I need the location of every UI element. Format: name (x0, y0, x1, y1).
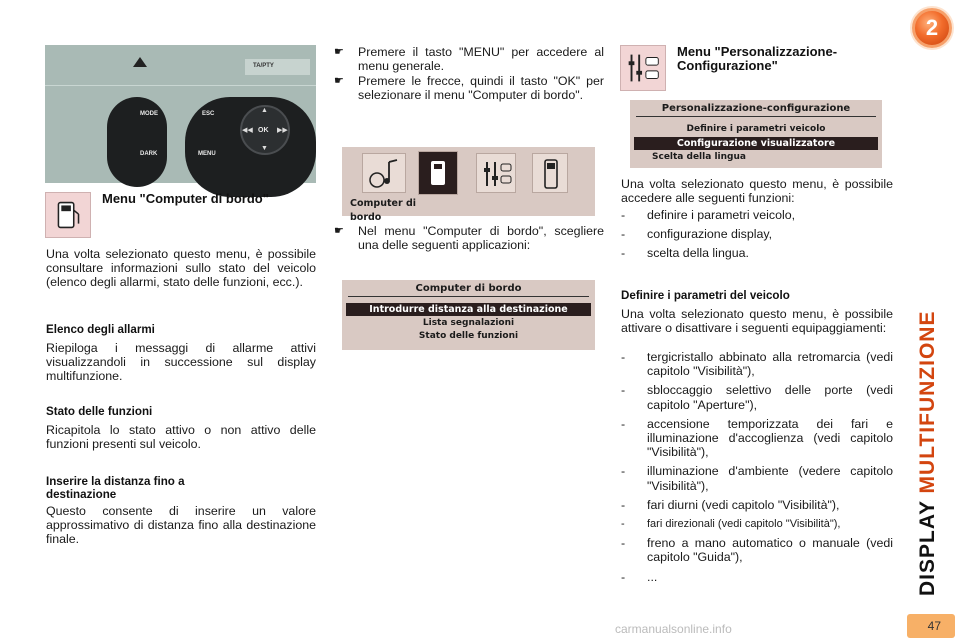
configuration-intro: Una volta selezionato questo menu, è possibile accedere alle seguenti funzioni: (621, 177, 893, 206)
list-item: - fari diurni (vedi capitolo "Visibilità"), (621, 497, 840, 512)
esc-label: ESC (202, 111, 215, 117)
trip-computer-icon (45, 192, 91, 238)
step-select-computer (334, 74, 604, 102)
ok-label: OK (258, 127, 269, 134)
chapter-title (916, 276, 940, 596)
destination-distance-text: Questo consente di inserire un valore approssimativo di distanza fino alla destinazione finale. (46, 504, 316, 547)
screen3-item-parameters: Definire i parametri veicolo (686, 124, 826, 134)
list-item: - accensione temporizzata dei fari e illuminazione d'accoglienza (vedi capitolo "Visibilità"), (621, 416, 893, 460)
telephone-tile (532, 153, 568, 193)
list-item: - tergicristallo abbinato alla retromarcia (vedi capitolo "Visibilità"), (621, 350, 893, 379)
screen3-title: Personalizzazione-configurazione (661, 103, 851, 114)
configuration-screen (630, 100, 882, 168)
configuration-menu-title: Menu "Personalizzazione-Configurazione" (677, 44, 838, 73)
step-choose-application (334, 224, 604, 252)
pointer-arrow-icon: ☛ (334, 46, 344, 58)
screen2-item-status: Stato delle funzioni (418, 331, 519, 341)
configuration-function-list (621, 208, 893, 266)
screen3-selected-item: Configurazione visualizzatore (634, 137, 878, 150)
arrow-down-icon: ▼ (261, 145, 268, 152)
menu-label: MENU (198, 151, 216, 157)
screen2-divider (348, 296, 589, 297)
step-select-computer-text: Premere le frecce, quindi il tasto "OK" per selezionare il menu "Computer di bordo". (358, 74, 604, 103)
arrow-right-icon: ▶▶ (277, 127, 288, 134)
arrow-left-icon: ◀◀ (242, 127, 253, 134)
vehicle-parameters-heading: Definire i parametri del veicolo (621, 289, 790, 302)
page-number: 47 (907, 614, 955, 638)
vehicle-parameters-intro: Una volta selezionato questo menu, è possibile attivare o disattivare i seguenti equipaggiamenti: (621, 307, 893, 336)
function-status-heading: Stato delle funzioni (46, 405, 153, 418)
screen2-item-warnings: Lista segnalazioni (422, 318, 515, 328)
dark-label: DARK (140, 151, 158, 157)
trip-computer-tile (418, 151, 458, 195)
screen3-divider (636, 116, 876, 117)
dashboard-photo (45, 45, 316, 183)
chapter-number-badge: 2 (912, 8, 952, 48)
list-item: - scelta della lingua. (621, 246, 749, 261)
list-item: - freno a mano automatico o manuale (vedi capitolo "Guida"), (621, 536, 893, 565)
screen3-item-language: Scelta della lingua (652, 152, 746, 162)
list-item: - sbloccaggio selettivo delle porte (vedi capitolo "Aperture"), (621, 383, 893, 412)
list-item: - definire i parametri veicolo, (621, 208, 796, 222)
alarm-list-text: Riepiloga i messaggi di allarme attivi visualizzandoli in successione sul display multifunzione. (46, 341, 316, 384)
function-status-text: Ricapitola lo stato attivo o non attivo delle funzioni presenti sul veicolo. (46, 423, 316, 452)
list-item: - fari direzionali (vedi capitolo "Visibilità"), (621, 518, 841, 531)
screen2-selected-item: Introdurre distanza alla destinazione (346, 303, 591, 316)
main-menu-screen (342, 147, 595, 223)
step-press-menu (334, 45, 604, 73)
arrow-up-icon: ▲ (261, 107, 268, 114)
left-control-pad (107, 97, 167, 187)
watermark-brand: carmanualsonline.info (615, 622, 732, 636)
step-choose-application-text: Nel menu "Computer di bordo", scegliere una delle seguenti applicazioni: (358, 224, 604, 253)
equipment-list (621, 350, 893, 589)
alarm-list-heading: Elenco degli allarmi (46, 323, 155, 336)
configuration-icon (620, 45, 666, 91)
audio-telematics-tile (362, 153, 406, 193)
step-press-menu-text: Premere il tasto "MENU" per accedere al menu generale. (358, 45, 604, 74)
chapter-title-multifunzione: MULTIFUNZIONE (916, 310, 939, 494)
destination-distance-heading: Inserire la distanza fino a destinazione (46, 475, 185, 501)
trip-computer-screen (342, 280, 595, 350)
settings-tile (476, 153, 516, 193)
pointer-arrow-icon: ☛ (334, 225, 344, 237)
list-item: - ... (621, 569, 658, 584)
trip-computer-menu-title: Menu "Computer di bordo" (102, 191, 269, 206)
ta-pty-label: TA/PTY (253, 63, 274, 69)
trip-computer-intro: Una volta selezionato questo menu, è possibile consultare informazioni sullo stato del veicolo (elenco degli allarmi, stato delle funzioni, ecc.). (46, 247, 316, 290)
pointer-arrow-icon: ☛ (334, 75, 344, 87)
dashboard-divider (45, 85, 316, 86)
list-item: - illuminazione d'ambiente (vedere capitolo "Visibilità"), (621, 464, 893, 493)
list-item: - configurazione display, (621, 227, 773, 242)
screen2-title: Computer di bordo (415, 283, 522, 294)
chapter-title-display: DISPLAY (916, 493, 939, 596)
screen1-label: Computer di bordo (350, 198, 416, 223)
hazard-icon (133, 57, 147, 67)
mode-label: MODE (140, 111, 158, 117)
